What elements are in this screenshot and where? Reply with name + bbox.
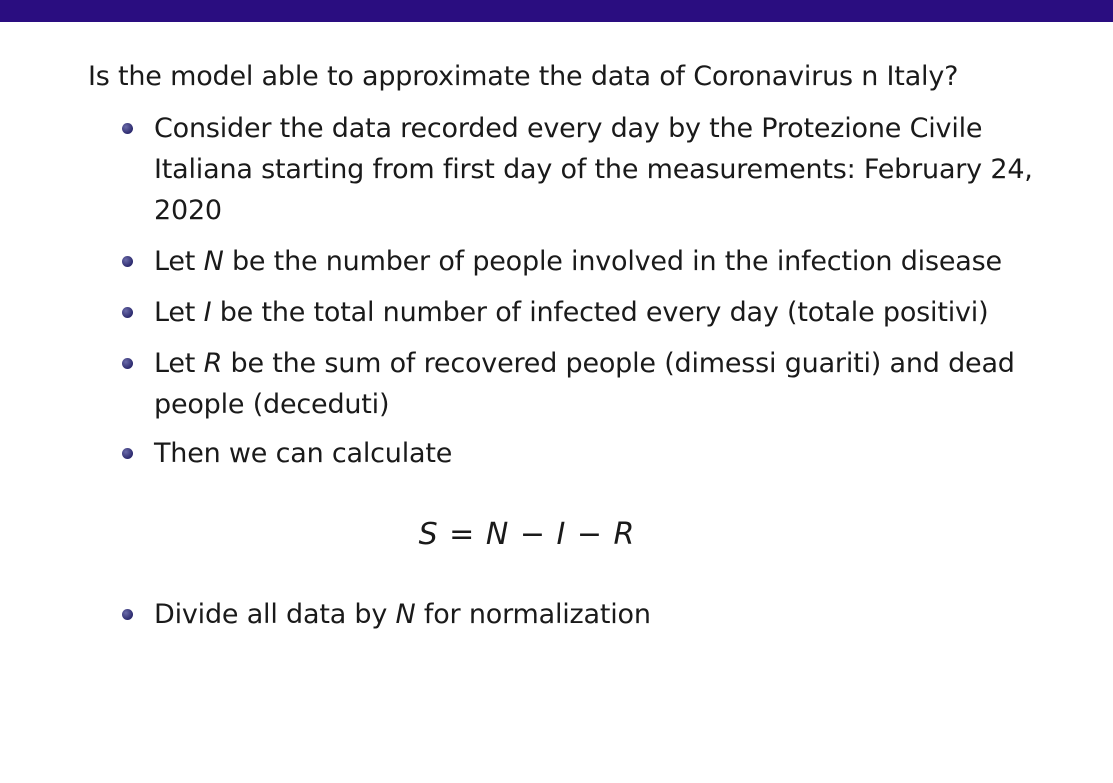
bullet-text-post: for normalization bbox=[415, 599, 651, 630]
bullet-text-pre: Let bbox=[154, 348, 204, 379]
math-variable: I bbox=[203, 297, 212, 328]
formula bbox=[2, 474, 1052, 594]
bullet-text-pre: Divide all data by bbox=[154, 599, 396, 630]
bullet-item bbox=[122, 594, 1052, 635]
math-variable: N bbox=[203, 246, 224, 277]
bullet-text-pre: Let bbox=[154, 246, 204, 277]
bullet-icon bbox=[122, 609, 133, 620]
bullet-item bbox=[122, 292, 1052, 333]
bullet-icon bbox=[122, 448, 133, 459]
bullet-item bbox=[122, 241, 1052, 282]
formula-text: S = N − I − R bbox=[418, 516, 636, 552]
math-variable: R bbox=[203, 348, 223, 379]
slide-header-bar bbox=[0, 0, 1113, 22]
bullet-item bbox=[122, 343, 1052, 425]
bullet-icon bbox=[122, 307, 133, 318]
bullet-list bbox=[122, 108, 1052, 635]
bullet-item bbox=[122, 108, 1052, 231]
bullet-text-post: be the total number of infected every day (totale positivi) bbox=[211, 297, 989, 328]
bullet-icon bbox=[122, 358, 133, 369]
bullet-text-pre: Let bbox=[154, 297, 204, 328]
math-variable: N bbox=[395, 599, 416, 630]
bullet-text: Consider the data recorded every day by the Protezione Civile Italiana starting from first day of the measurements: February 24, 2020 bbox=[154, 113, 1033, 226]
bullet-text-post: be the sum of recovered people (dimessi guariti) and dead people (deceduti) bbox=[154, 348, 1015, 420]
bullet-icon bbox=[122, 256, 133, 267]
bullet-icon bbox=[122, 123, 133, 134]
bullet-text-post: be the number of people involved in the infection disease bbox=[223, 246, 1002, 277]
bullet-text: Then we can calculate bbox=[154, 438, 453, 469]
slide-intro-text: Is the model able to approximate the data of Coronavirus n Italy? bbox=[88, 61, 959, 92]
bullet-item bbox=[122, 433, 1052, 474]
